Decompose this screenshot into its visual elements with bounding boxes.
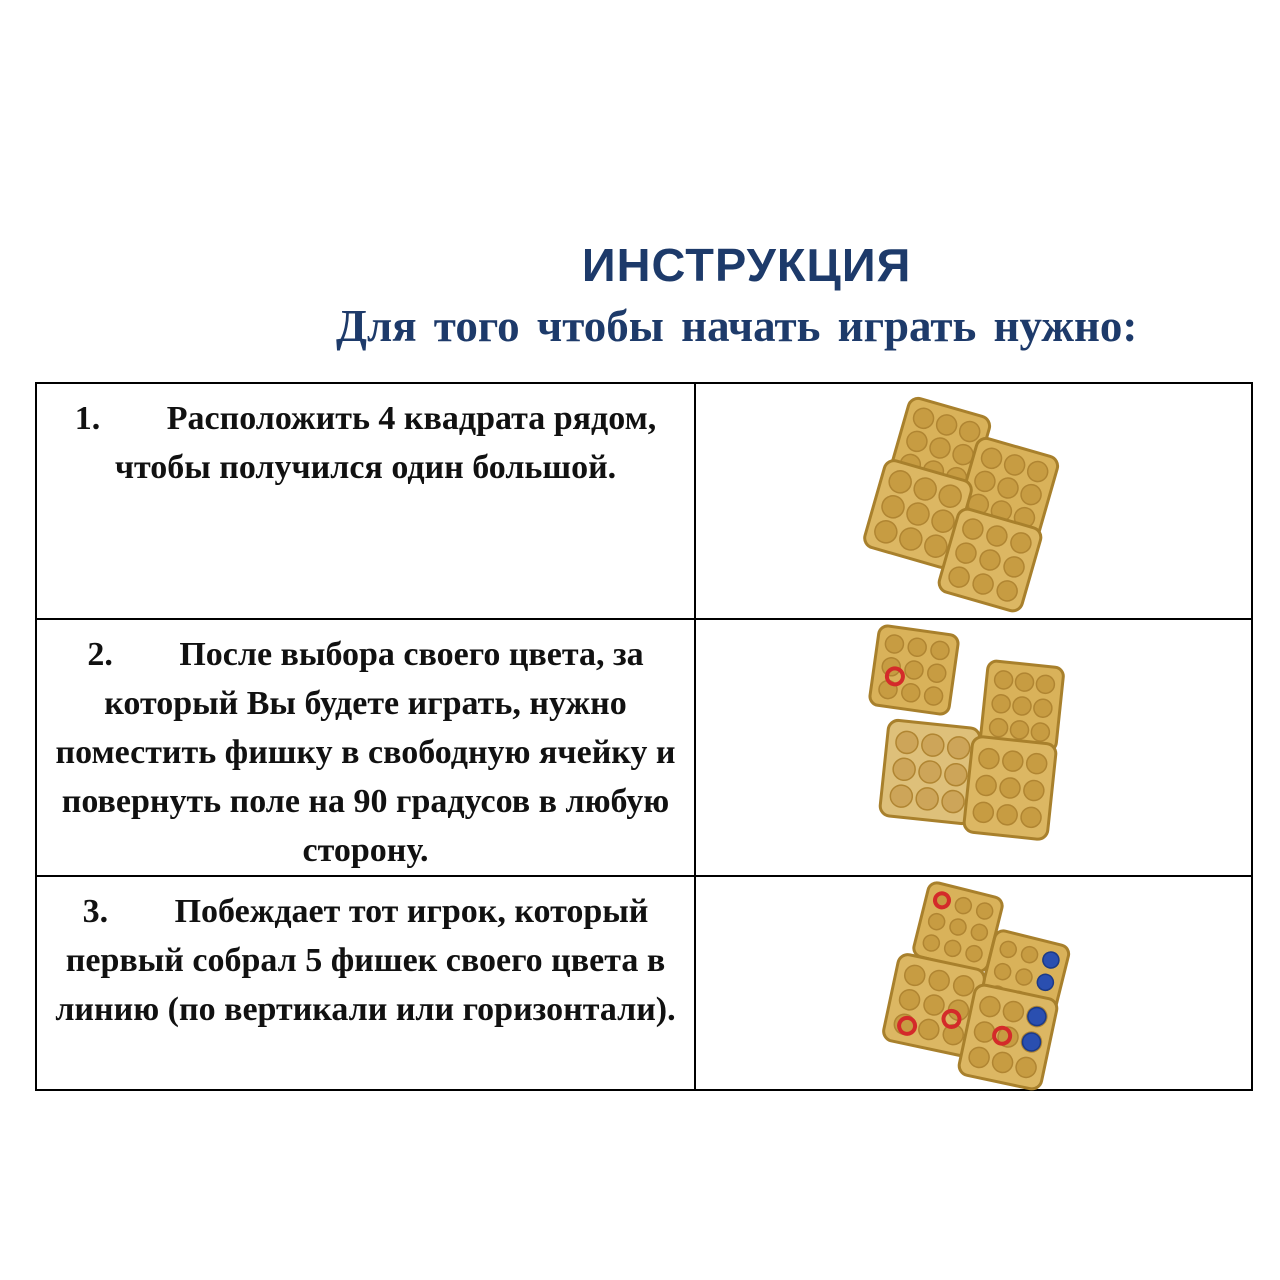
- page-title: ИНСТРУКЦИЯ: [581, 239, 912, 291]
- table-row: [36, 619, 1252, 876]
- step-image-cell: [695, 619, 1252, 876]
- table-row: [36, 876, 1252, 1090]
- board-illustration-2: [846, 624, 1086, 860]
- step-1-text-block: [37, 384, 694, 492]
- step-number: 1.: [74, 400, 101, 437]
- board-bottom: [963, 736, 1057, 840]
- step-text-cell: [36, 876, 695, 1090]
- instructions-table: [35, 382, 1253, 1091]
- step-text: Расположить 4 квадрата рядом, чтобы получился один большой.: [114, 400, 657, 486]
- board-illustration-3: [846, 881, 1086, 1091]
- step-text-cell: [36, 383, 695, 619]
- step-number: 3.: [82, 893, 109, 930]
- board-bottom: [957, 983, 1058, 1090]
- board-top: [869, 625, 959, 715]
- step-2-text-block: [37, 620, 694, 875]
- step-text: После выбора своего цвета, за который Вы будете играть, нужно поместить фишку в свободную ячейку и повернуть поле на 90 градусов в любую сторону.: [55, 636, 676, 869]
- step-image-cell: [695, 383, 1252, 619]
- step-text-cell: [36, 619, 695, 876]
- step-image-cell: [695, 876, 1252, 1090]
- step-3-text-block: [37, 877, 694, 1034]
- table-row: [36, 383, 1252, 619]
- board-illustration-1: [846, 388, 1086, 618]
- page-subtitle: Для того чтобы начать играть нужно:: [336, 301, 1138, 351]
- step-text: Побеждает тот игрок, который первый собрал 5 фишек своего цвета в линию (по вертикали или горизонтали).: [55, 893, 676, 1028]
- step-number: 2.: [87, 636, 113, 673]
